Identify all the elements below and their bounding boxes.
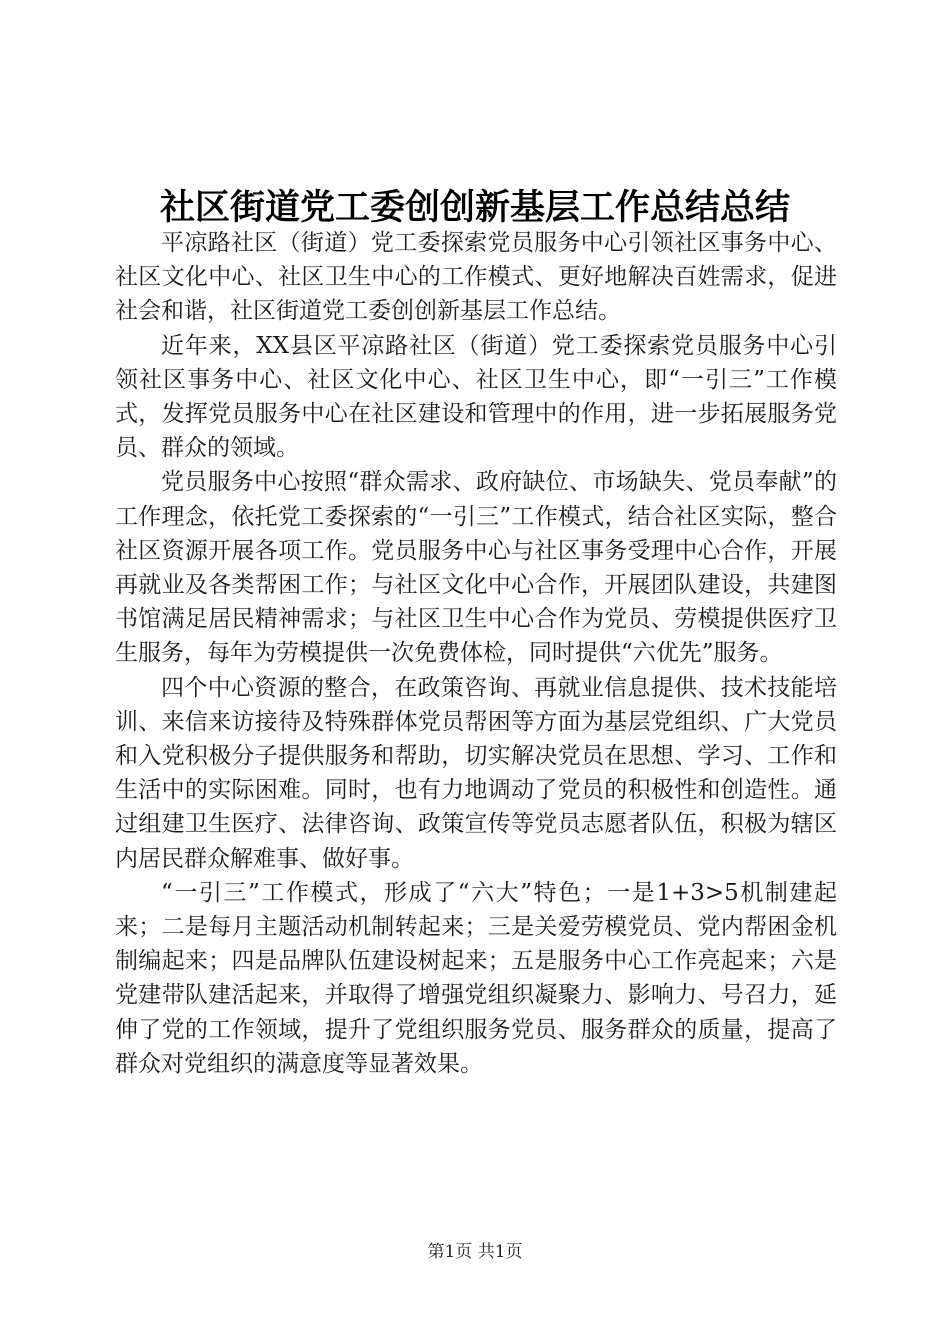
page-number-footer: 第1页 共1页 [427, 1242, 523, 1262]
paragraph-intro: 平凉路社区（街道）党工委探索党员服务中心引领社区事务中心、社区文化中心、社区卫生中心的工作模式、更好地解决百姓需求，促进社会和谐，社区街道党工委创创新基层工作总结。 [115, 230, 837, 325]
document-body [115, 226, 837, 1081]
paragraph-background: 近年来，XX县区平凉路社区（街道）党工委探索党员服务中心引领社区事务中心、社区文化中心、社区卫生中心，即“一引三”工作模式，发挥党员服务中心在社区建设和管理中的作用，进一步拓展服务党员、群众的领域。 [115, 332, 837, 462]
document-title: 社区街道党工委创创新基层工作总结总结 [159, 187, 790, 228]
paragraph-features: “一引三”工作模式，形成了“六大”特色；一是1+3>5机制建起来；二是每月主题活动机制转起来；三是关爱劳模党员、党内帮困金机制编起来；四是品牌队伍建设树起来；五是服务中心工作亮起来；六是党建带队建活起来，并取得了增强党组织凝聚力、影响力、号召力，延伸了党的工作领域，提升了党组织服务党员、服务群众的质量，提高了群众对党组织的满意度等显著效果。 [115, 879, 837, 1077]
paragraph-resource-integration: 四个中心资源的整合，在政策咨询、再就业信息提供、技术技能培训、来信来访接待及特殊群体党员帮困等方面为基层党组织、广大党员和入党积极分子提供服务和帮助，切实解决党员在思想、学习、工作和生活中的实际困难。同时，也有力地调动了党员的积极性和创造性。通过组建卫生医疗、法律咨询、政策宣传等党员志愿者队伍，积极为辖区内居民群众解难事、做好事。 [115, 674, 837, 872]
paragraph-service-center: 党员服务中心按照“群众需求、政府缺位、市场缺失、党员奉献”的工作理念，依托党工委探索的“一引三”工作模式，结合社区实际，整合社区资源开展各项工作。党员服务中心与社区事务受理中心合作，开展再就业及各类帮困工作；与社区文化中心合作，开展团队建设，共建图书馆满足居民精神需求；与社区卫生中心合作为党员、劳模提供医疗卫生服务，每年为劳模提供一次免费体检，同时提供“六优先”服务。 [115, 469, 837, 667]
